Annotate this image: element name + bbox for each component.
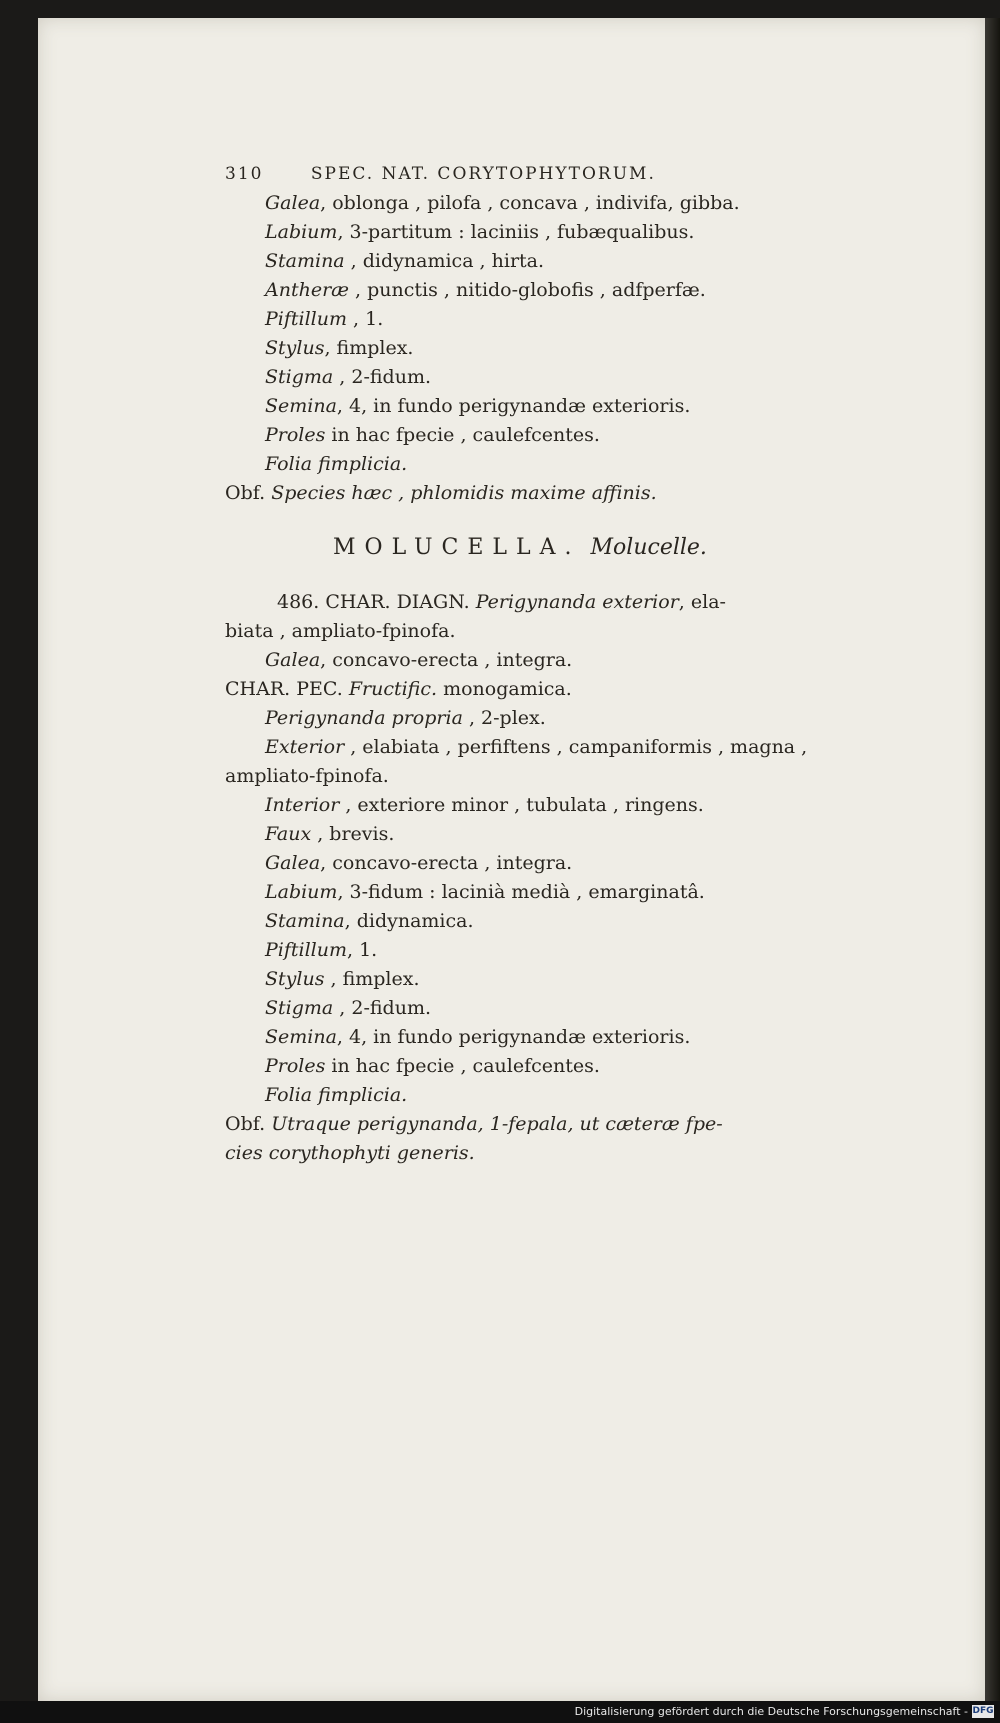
- entry-term: Stamina: [265, 250, 345, 272]
- entry-term: Piftillum: [265, 939, 348, 961]
- entry-section3-7: [225, 994, 845, 1023]
- entry-section1-3: [225, 276, 845, 305]
- entry-section1-1: [225, 218, 845, 247]
- entry-section1-5: [225, 334, 845, 363]
- entry-term: Stigma: [265, 997, 334, 1019]
- observation-2: Obf. Utraque perigynanda, 1-fepala, ut cæteræ fpe-: [225, 1113, 723, 1135]
- entry-section1-4: [225, 305, 845, 334]
- entry-term: Semina: [265, 395, 337, 417]
- section-2: [225, 704, 845, 762]
- running-title: SPEC. NAT. CORYTOPHYTORUM.: [310, 164, 656, 184]
- exterior-continued: ampliato-fpinofa.: [225, 765, 389, 787]
- char-pec: CHAR. PEC. Fructific. monogamica.: [225, 678, 572, 700]
- observation-2-cont: cies corythophyti generis.: [225, 1142, 475, 1164]
- entry-term: Stylus: [265, 337, 325, 359]
- entry-section3-8: [225, 1023, 845, 1052]
- entry-section3-9: [225, 1052, 845, 1081]
- footer-bar: [0, 1701, 1000, 1723]
- entry-term: Interior: [265, 794, 340, 816]
- entry-text: , 3-partitum : laciniis , fubæqualibus.: [337, 221, 695, 243]
- entry-term: Stamina: [265, 910, 345, 932]
- entry-text: , fimplex.: [324, 968, 420, 990]
- entry-term: Galea: [265, 852, 321, 874]
- entry-term: Proles: [265, 424, 326, 446]
- entry-section2-0: [225, 704, 845, 733]
- entry-text: , 2-fidum.: [333, 366, 432, 388]
- entry-text: , didynamica , hirta.: [344, 250, 545, 272]
- entry-term: Stylus: [265, 968, 325, 990]
- entry-text: , 4, in fundo perigynandæ exterioris.: [336, 395, 691, 417]
- entry-term: Semina: [265, 1026, 337, 1048]
- entry-text: , elabiata , perfiftens , campaniformis , magna ,: [344, 736, 808, 758]
- entry-section3-0: [225, 791, 845, 820]
- entry-term: Labium: [265, 221, 338, 243]
- entry-section1-9: [225, 450, 845, 479]
- genus-heading: MOLUCELLA. Molucelle.: [333, 535, 707, 560]
- entry-text: , 1.: [347, 939, 378, 961]
- entry-text: , didynamica.: [344, 910, 474, 932]
- entry-term: Labium: [265, 881, 338, 903]
- section-3: [225, 791, 845, 1110]
- diagnosis-line-1: 486. CHAR. DIAGN. Perigynanda exterior, ela-: [277, 591, 726, 613]
- entry-text: , punctis , nitido-globofis , adfperfæ.: [349, 279, 706, 301]
- entry-section2-1: [225, 733, 845, 762]
- entry-text: , 2-fidum.: [333, 997, 432, 1019]
- entry-text: , exteriore minor , tubulata , ringens.: [339, 794, 704, 816]
- entry-text: , concavo-erecta , integra.: [320, 852, 573, 874]
- diagnosis-line-2: biata , ampliato-fpinofa.: [225, 620, 456, 642]
- entry-section3-5: [225, 936, 845, 965]
- entry-term: Faux: [265, 823, 312, 845]
- entry-term: Exterior: [265, 736, 345, 758]
- entry-term: Piftillum: [265, 308, 348, 330]
- page-text: [225, 160, 845, 1168]
- entry-term: Folia fimplicia.: [265, 453, 408, 475]
- entry-section1-7: [225, 392, 845, 421]
- entry-section3-2: [225, 849, 845, 878]
- entry-section3-3: [225, 878, 845, 907]
- entry-text: , 3-fidum : lacinià medià , emarginatâ.: [337, 881, 705, 903]
- entry-section1-0: [225, 189, 845, 218]
- entry-text: , oblonga , pilofa , concava , indivifa, gibba.: [320, 192, 740, 214]
- page-edge: [985, 18, 1000, 1701]
- entry-term: Stigma: [265, 366, 334, 388]
- entry-section3-6: [225, 965, 845, 994]
- entry-term: Galea: [265, 192, 321, 214]
- entry-text: , 1.: [347, 308, 384, 330]
- observation-1: Obf. Species hæc , phlomidis maxime affinis.: [225, 482, 657, 504]
- entry-text: , brevis.: [311, 823, 395, 845]
- entry-section1-6: [225, 363, 845, 392]
- entry-section3-4: [225, 907, 845, 936]
- section-1: [225, 189, 845, 479]
- entry-term: Perigynanda propria: [265, 707, 463, 729]
- entry-term: Proles: [265, 1055, 326, 1077]
- entry-section3-1: [225, 820, 845, 849]
- running-header: [225, 160, 845, 189]
- entry-text: , fimplex.: [324, 337, 414, 359]
- entry-text: in hac fpecie , caulefcentes.: [325, 1055, 600, 1077]
- entry-text: , 4, in fundo perigynandæ exterioris.: [336, 1026, 691, 1048]
- entry-term: Antheræ: [265, 279, 350, 301]
- entry-section1-2: [225, 247, 845, 276]
- entry-section1-8: [225, 421, 845, 450]
- entry-text: in hac fpecie , caulefcentes.: [325, 424, 600, 446]
- entry-text: , 2-plex.: [462, 707, 546, 729]
- entry-galea-1: Galea, concavo-erecta , integra.: [265, 649, 573, 671]
- entry-section3-10: [225, 1081, 845, 1110]
- entry-term: Folia fimplicia.: [265, 1084, 408, 1106]
- page-number: 310: [225, 164, 264, 184]
- dfg-logo: DFG: [972, 1706, 994, 1716]
- footer-text: Digitalisierung gefördert durch die Deutsche Forschungsgemeinschaft -: [574, 1705, 968, 1718]
